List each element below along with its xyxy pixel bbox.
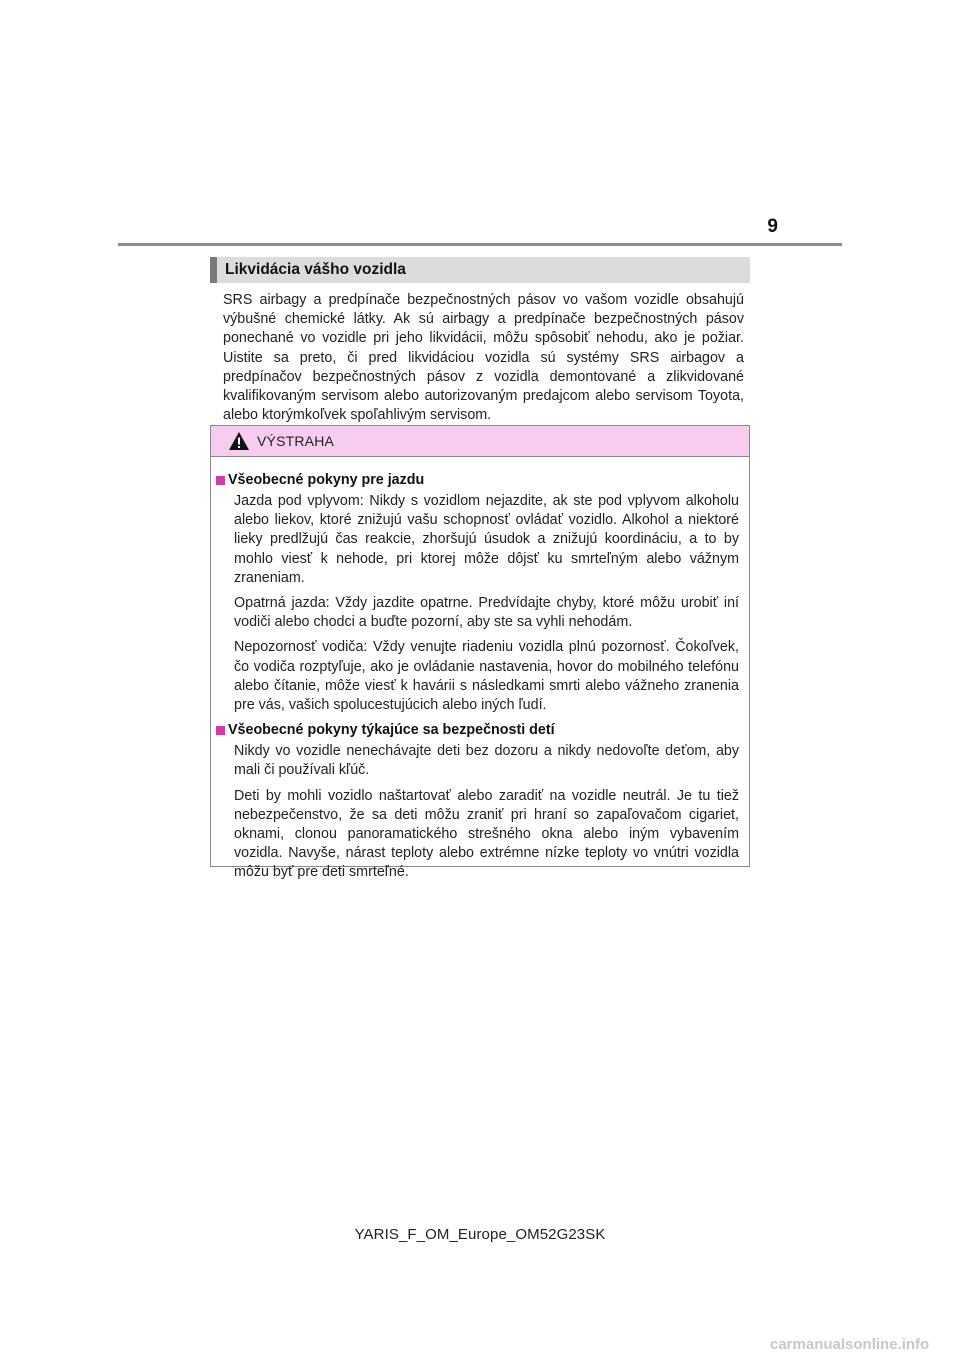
topic-heading: Všeobecné pokyny pre jazdu xyxy=(228,472,425,488)
warning-triangle-icon xyxy=(228,431,250,451)
warning-title: VÝSTRAHA xyxy=(257,433,335,449)
page-number: 9 xyxy=(767,216,778,237)
topic-paragraph: Jazda pod vplyvom: Nikdy s vozidlom nejazdite, ak ste pod vplyvom alkoholu alebo liekov, ktoré znižujú vašu schopnosť ovládať vozidlo. Alkohol a niektoré lieky predlžujú čas reakcie, zhoršujú úsudok a znižujú koordináciu, a to by mohlo viesť k nehode, pri ktorej môže dôjsť ku smrteľným alebo vážnym zraneniam. xyxy=(234,493,739,586)
warning-box xyxy=(210,425,750,881)
section-title: Likvidácia vášho vozidla xyxy=(210,257,750,283)
topic-paragraph: Nikdy vo vozidle nenechávajte deti bez dozoru a nikdy nedovoľte deťom, aby mali či používali kľúč. xyxy=(234,743,739,779)
topic-paragraph: Deti by mohli vozidlo naštartovať alebo zaradiť na vozidle neutrál. Je tu tiež nebezpečenstvo, že sa deti môžu zraniť pri hraní so zapaľovačom cigariet, oknami, clonou panoramatického strešného okna alebo iným vybavením vozidla. Navyše, nárast teploty alebo extrémne nízke teploty vo vnútri vozidla môžu byť pre deti smrteľné. xyxy=(234,787,739,881)
warning-topic-driving xyxy=(216,471,739,490)
header-rule xyxy=(118,243,842,246)
topic-paragraph: Nepozornosť vodiča: Vždy venujte riadeniu vozidla plnú pozornosť. Čokoľvek, čo vodiča rozptyľuje, ako je ovládanie nastavenia, hovor do mobilného telefónu alebo čítanie, môže viesť k havárii s následkami smrti alebo vážneho zranenia pre vás, vašich spolucestujúcich alebo iných ľudí. xyxy=(234,639,739,714)
warning-body xyxy=(211,457,749,883)
watermark: carmanualsonline.info xyxy=(770,1336,930,1353)
topic-heading: Všeobecné pokyny týkajúce sa bezpečnosti detí xyxy=(228,722,555,739)
square-bullet-icon xyxy=(216,726,225,735)
square-bullet-icon xyxy=(216,476,225,485)
footer-document-code: YARIS_F_OM_Europe_OM52G23SK xyxy=(354,1226,606,1243)
warning-topic-child-safety xyxy=(216,721,739,740)
topic-paragraph: Opatrná jazda: Vždy jazdite opatrne. Predvídajte chyby, ktoré môžu urobiť iní vodiči alebo chodci a buďte pozorní, aby ste sa vyhli nehodám. xyxy=(234,595,739,631)
section-intro: SRS airbagy a predpínače bezpečnostných pásov vo vašom vozidle obsahujú výbušné chemické látky. Ak sú airbagy a predpínače bezpečnostných pásov ponechané vo vozidle pri jeho likvidácii, môžu spôsobiť nehodu, ako je požiar. Uistite sa preto, či pred likvidáciou vozidla sú systémy SRS airbagov a predpínačov bezpečnostných pásov z vozidla demontované a zlikvidované kvalifikovaným servisom alebo autorizovaným predajcom alebo servisom Toyota, alebo ktorýmkoľvek spoľahlivým servisom. xyxy=(223,292,744,424)
warning-header xyxy=(211,426,749,457)
